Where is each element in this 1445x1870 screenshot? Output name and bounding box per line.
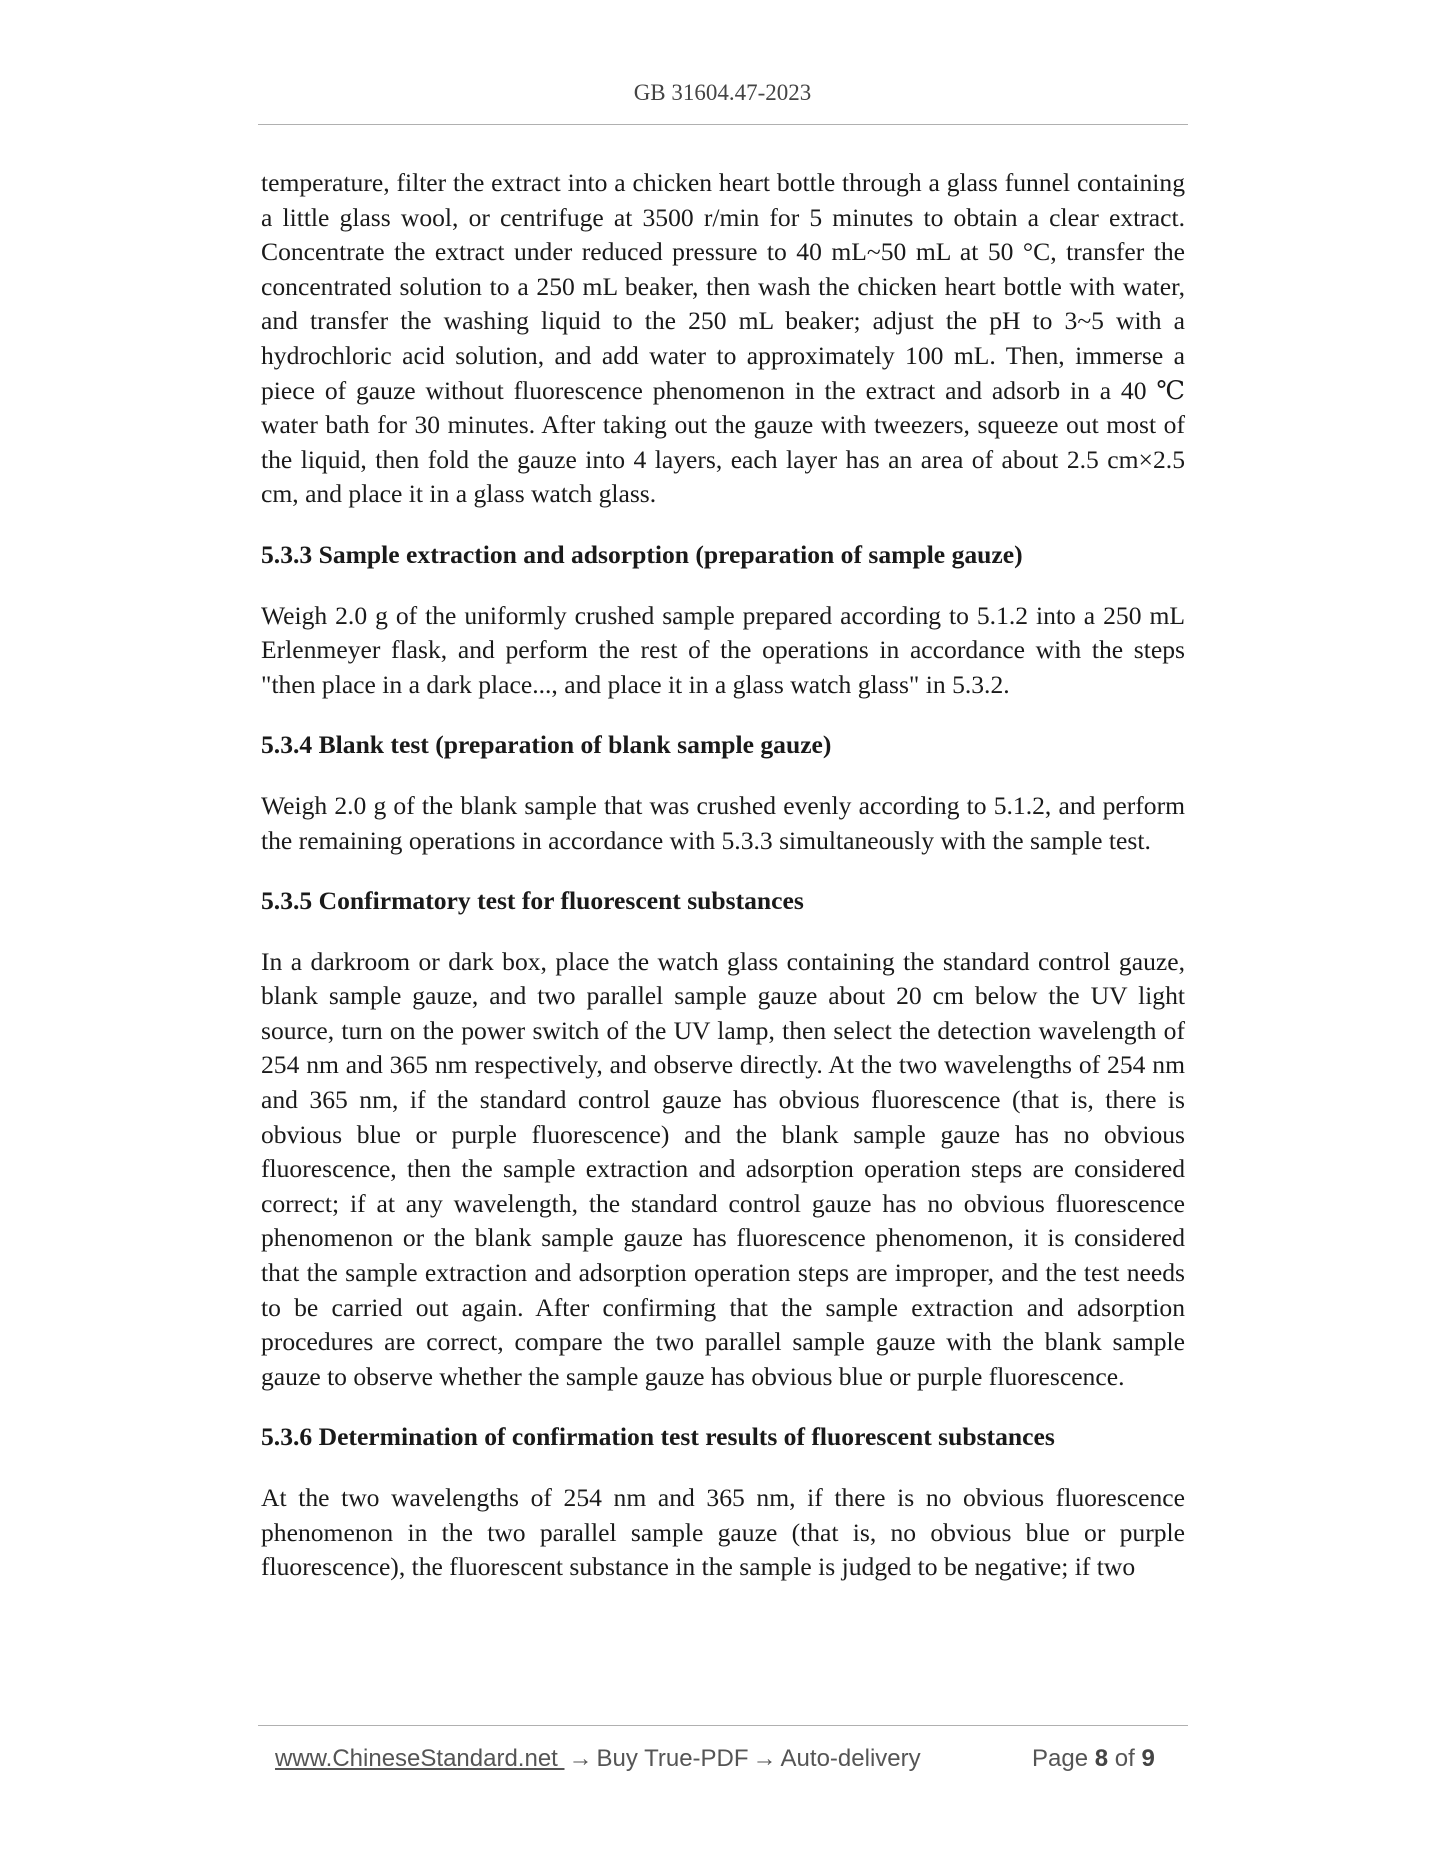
auto-delivery-text: Auto-delivery [780,1745,921,1772]
section-text-5-3-6: At the two wavelengths of 254 nm and 365 nm, if there is no obvious fluorescence phenomenon in the two parallel sample gauze (that is, no obvious blue or purple fluorescence), the fluorescent substance in the sample is judged to be negative; if two [261,1483,1185,1582]
document-body [261,166,1185,1585]
section-heading-5-3-4: 5.3.4 Blank test (preparation of blank sample gauze) [261,730,832,760]
site-link[interactable]: www.ChineseStandard.net [275,1745,565,1772]
page-of-label: of [1114,1745,1135,1772]
page-current: 8 [1094,1745,1109,1772]
section-text-5-3-4: Weigh 2.0 g of the blank sample that was crushed evenly according to 5.1.2, and perform the remaining operations in accordance with 5.3.3 simultaneously with the sample test. [261,790,1185,855]
page-number [1032,1745,1155,1773]
page-header-title: GB 31604.47-2023 [633,80,812,105]
buy-true-pdf-text: Buy True-PDF [596,1745,749,1772]
section-text-5-3-5: In a darkroom or dark box, place the watch glass containing the standard control gauze, blank sample gauze, and two parallel sample gauze about 20 cm below the UV light source, turn on the power switch of the UV lamp, then select the detection wavelength of 254 nm and 365 nm respectively, and observe directly. At the two wavelengths of 254 nm and 365 nm, if the standard control gauze has obvious fluorescence (that is, there is obvious blue or purple fluorescence) and the blank sample gauze has no obvious fluorescence, then the sample extraction and adsorption operation steps are considered correct; if at any wavelength, the standard control gauze has no obvious fluorescence phenomenon or the blank sample gauze has fluorescence phenomenon, it is considered that the sample extraction and adsorption operation steps are improper, and the test needs to be carried out again. After confirming that the sample extraction and adsorption procedures are correct, compare the two parallel sample gauze with the blank sample gauze to observe whether the sample gauze has obvious blue or purple fluorescence. [261,946,1185,1391]
right-arrow-icon: → [568,1745,593,1772]
section-heading-5-3-6: 5.3.6 Determination of confirmation test results of fluorescent substances [261,1422,1055,1452]
page-label: Page [1032,1745,1089,1772]
footer-divider [258,1725,1188,1726]
page-total: 9 [1141,1745,1155,1772]
footer-promo [275,1745,921,1773]
right-arrow-icon: → [752,1745,777,1772]
header-divider [258,124,1188,125]
section-heading-5-3-5: 5.3.5 Confirmatory test for fluorescent substances [261,886,804,916]
section-text-5-3-3: Weigh 2.0 g of the uniformly crushed sample prepared according to 5.1.2 into a 250 mL Erlenmeyer flask, and perform the rest of the operations in accordance with the steps "then place in a dark place..., and place it in a glass watch glass" in 5.3.2. [261,600,1185,699]
intro-paragraph: temperature, filter the extract into a chicken heart bottle through a glass funnel containing a little glass wool, or centrifuge at 3500 r/min for 5 minutes to obtain a clear extract. Concentrate the extract under reduced pressure to 40 mL~50 mL at 50 °C, transfer the concentrated solution to a 250 mL beaker, then wash the chicken heart bottle with water, and transfer the washing liquid to the 250 mL beaker; adjust the pH to 3~5 with a hydrochloric acid solution, and add water to approximately 100 mL. Then, immerse a piece of gauze without fluorescence phenomenon in the extract and adsorb in a 40 ℃ water bath for 30 minutes. After taking out the gauze with tweezers, squeeze out most of the liquid, then fold the gauze into 4 layers, each layer has an area of about 2.5 cm×2.5 cm, and place it in a glass watch glass. [261,168,1185,509]
section-heading-5-3-3: 5.3.3 Sample extraction and adsorption (preparation of sample gauze) [261,539,1023,569]
